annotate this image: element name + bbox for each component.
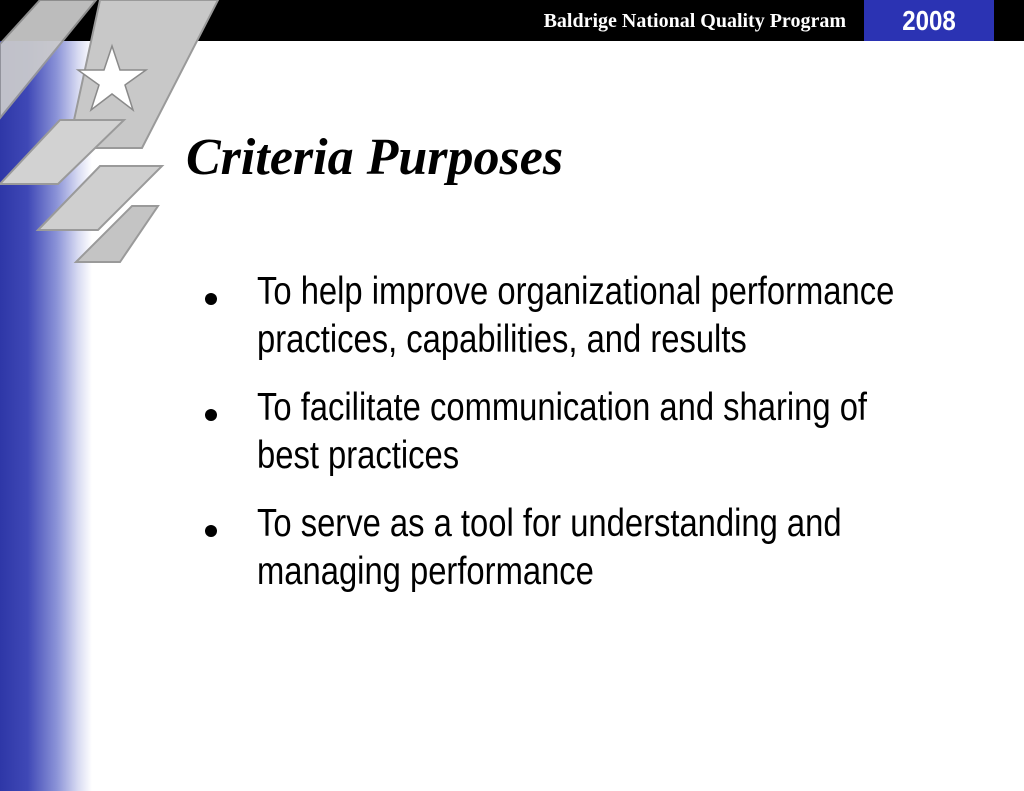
bullet-line: To serve as a tool for understanding and	[257, 502, 842, 545]
bullet-dot-icon	[205, 409, 217, 421]
bullet-line: best practices	[257, 434, 460, 477]
year-text: 2008	[902, 5, 956, 36]
bullet-item	[200, 384, 1010, 480]
bullet-line: practices, capabilities, and results	[257, 318, 747, 361]
bullet-item	[200, 268, 1010, 364]
bullet-list	[200, 268, 1010, 616]
bullet-line: To help improve organizational performance	[257, 270, 895, 313]
program-name: Baldrige National Quality Program	[543, 10, 846, 32]
bullet-line: To facilitate communication and sharing of	[257, 386, 868, 429]
bullet-line: managing performance	[257, 550, 594, 593]
bullet-dot-icon	[205, 293, 217, 305]
slide-title: Criteria Purposes	[186, 129, 564, 186]
bullet-dot-icon	[205, 525, 217, 537]
bullet-item	[200, 500, 1010, 596]
year-badge	[864, 0, 994, 41]
